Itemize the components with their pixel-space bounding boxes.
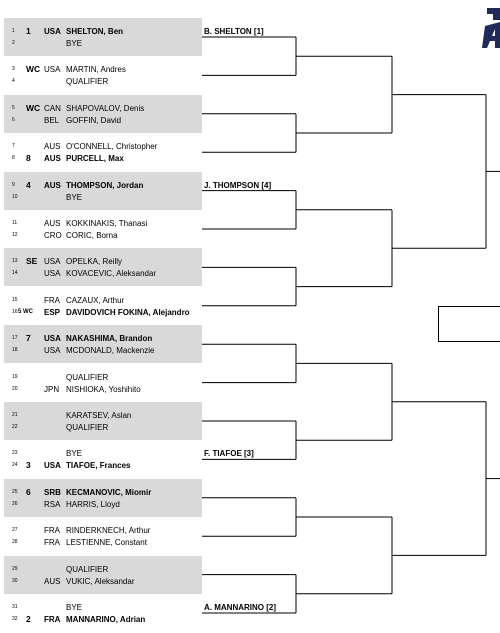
seed-label: 1 bbox=[26, 26, 31, 36]
player-name: RINDERKNECH, Arthur bbox=[66, 526, 151, 536]
player-name: HARRIS, Lloyd bbox=[66, 499, 120, 509]
country-code: BEL bbox=[44, 115, 60, 125]
player-name: CAZAUX, Arthur bbox=[66, 295, 125, 305]
draw-position: 25 bbox=[12, 488, 18, 495]
draw-position: 32 bbox=[12, 616, 18, 622]
player-name: NAKASHIMA, Brandon bbox=[66, 334, 153, 344]
player-name: KOVACEVIC, Aleksandar bbox=[66, 269, 157, 279]
player-row[interactable] bbox=[4, 421, 202, 434]
draw-position: 3 bbox=[12, 66, 15, 73]
draw-position: 5 bbox=[12, 104, 15, 111]
draw-position: 15 bbox=[12, 296, 18, 303]
player-name: KARATSEV, Aslan bbox=[66, 411, 132, 420]
player-name: DAVIDOVICH FOKINA, Alejandro bbox=[66, 307, 190, 317]
draw-position: 30 bbox=[12, 577, 18, 584]
player-name: CORIC, Borna bbox=[66, 231, 118, 240]
seed-label: 2 bbox=[26, 614, 31, 624]
draw-position: 31 bbox=[12, 604, 18, 610]
draw-position: 13 bbox=[12, 258, 18, 265]
country-code: JPN bbox=[44, 384, 60, 394]
draw-position: 17 bbox=[12, 335, 18, 342]
country-code: USA bbox=[44, 27, 61, 36]
advanced-player-label: J. THOMPSON [4] bbox=[204, 180, 272, 190]
player-name: MCDONALD, Mackenzie bbox=[66, 346, 155, 356]
player-row[interactable] bbox=[4, 498, 202, 511]
seed-label: 3 bbox=[26, 460, 31, 471]
draw-position: 6 bbox=[12, 116, 15, 123]
seed-label: 8 bbox=[26, 153, 31, 164]
draw-position: 22 bbox=[12, 424, 18, 430]
player-row[interactable] bbox=[4, 306, 202, 319]
player-name: MANNARINO, Adrian bbox=[66, 615, 146, 624]
player-row[interactable] bbox=[4, 37, 202, 50]
match-box bbox=[4, 95, 202, 133]
match-box bbox=[4, 210, 202, 248]
draw-position: 2 bbox=[12, 40, 15, 46]
seed-label: 5 WC bbox=[18, 308, 33, 315]
seed-label: SE bbox=[26, 256, 38, 267]
player-row[interactable] bbox=[4, 613, 202, 626]
player-name: GOFFIN, David bbox=[66, 115, 122, 125]
player-row[interactable] bbox=[4, 152, 202, 165]
match-box bbox=[4, 364, 202, 402]
tournament-logo-icon bbox=[481, 8, 500, 48]
draw-position: 19 bbox=[12, 373, 18, 380]
draw-position: 14 bbox=[12, 270, 18, 277]
player-row[interactable] bbox=[4, 344, 202, 357]
country-code: FRA bbox=[44, 615, 61, 624]
country-code: USA bbox=[44, 269, 61, 279]
draw-position: 18 bbox=[12, 347, 18, 354]
player-row[interactable] bbox=[4, 459, 202, 472]
country-code: AUS bbox=[44, 576, 61, 586]
player-name: QUALIFIER bbox=[66, 372, 109, 382]
player-name: QUALIFIER bbox=[66, 77, 109, 87]
country-code: AUS bbox=[44, 219, 61, 228]
draw-position: 29 bbox=[12, 565, 18, 572]
advanced-player-label: F. TIAFOE [3] bbox=[204, 449, 254, 459]
advanced-player-label: B. SHELTON [1] bbox=[204, 27, 264, 36]
draw-position: 27 bbox=[12, 527, 18, 534]
player-name: BYE bbox=[66, 449, 83, 459]
player-name: SHAPOVALOV, Denis bbox=[66, 103, 145, 113]
draw-position: 9 bbox=[12, 181, 15, 188]
country-code: USA bbox=[44, 334, 61, 344]
player-row[interactable] bbox=[4, 191, 202, 204]
country-code: USA bbox=[44, 461, 61, 471]
draw-position: 7 bbox=[12, 143, 15, 150]
draw-position: 28 bbox=[12, 539, 18, 546]
match-box bbox=[4, 440, 202, 478]
country-code: AUS bbox=[44, 180, 61, 190]
draw-position: 23 bbox=[12, 450, 18, 457]
draw-position: 12 bbox=[12, 232, 18, 238]
match-box bbox=[4, 517, 202, 555]
draw-position: 26 bbox=[12, 500, 18, 507]
seed-label: WC bbox=[26, 102, 41, 113]
player-name: KOKKINAKIS, Thanasi bbox=[66, 219, 148, 228]
advanced-player-label: A. MANNARINO [2] bbox=[204, 603, 276, 612]
draw-position: 4 bbox=[12, 78, 15, 85]
player-name: BYE bbox=[66, 39, 83, 48]
player-name: LESTIENNE, Constant bbox=[66, 538, 147, 548]
country-code: CAN bbox=[44, 103, 61, 113]
player-row[interactable] bbox=[4, 575, 202, 588]
seed-label: WC bbox=[26, 64, 41, 75]
match-box bbox=[4, 133, 202, 171]
player-name: QUALIFIER bbox=[66, 423, 109, 432]
draw-position: 1 bbox=[12, 28, 15, 34]
player-name: BYE bbox=[66, 192, 83, 202]
seed-label: 7 bbox=[26, 333, 31, 344]
draw-position: 10 bbox=[12, 193, 18, 200]
country-code: USA bbox=[44, 65, 61, 75]
match-box bbox=[4, 18, 202, 56]
player-name: OPELKA, Reilly bbox=[66, 257, 123, 267]
country-code: CRO bbox=[44, 231, 62, 240]
country-code: USA bbox=[44, 346, 61, 356]
player-row[interactable] bbox=[4, 229, 202, 242]
match-box bbox=[4, 248, 202, 286]
player-name: O'CONNELL, Christopher bbox=[66, 142, 158, 152]
player-name: QUALIFIER bbox=[66, 564, 109, 574]
player-name: TIAFOE, Frances bbox=[66, 461, 131, 471]
match-box bbox=[4, 479, 202, 517]
draw-position: 24 bbox=[12, 462, 18, 469]
country-code: FRA bbox=[44, 526, 60, 536]
match-box bbox=[4, 402, 202, 440]
match-box bbox=[4, 325, 202, 363]
draw-position: 21 bbox=[12, 412, 18, 418]
country-code: AUS bbox=[44, 154, 61, 164]
match-box bbox=[4, 594, 202, 632]
player-name: BYE bbox=[66, 603, 83, 612]
country-code: FRA bbox=[44, 538, 60, 548]
player-name: PURCELL, Max bbox=[66, 154, 124, 164]
player-name: THOMPSON, Jordan bbox=[66, 180, 144, 190]
country-code: FRA bbox=[44, 295, 60, 305]
match-box bbox=[4, 556, 202, 594]
country-code: RSA bbox=[44, 499, 61, 509]
player-name: SHELTON, Ben bbox=[66, 27, 124, 36]
draw-position: 8 bbox=[12, 155, 15, 162]
draw-position: 20 bbox=[12, 385, 18, 392]
seed-label: 6 bbox=[26, 486, 31, 497]
seed-label: 4 bbox=[26, 179, 31, 190]
draw-position: 16 bbox=[12, 308, 18, 315]
country-code: USA bbox=[44, 257, 61, 267]
player-name: NISHIOKA, Yoshihito bbox=[66, 384, 141, 394]
player-row[interactable] bbox=[4, 75, 202, 88]
country-code: SRB bbox=[44, 487, 61, 497]
player-row[interactable] bbox=[4, 383, 202, 396]
country-code: ESP bbox=[44, 307, 61, 317]
match-box bbox=[4, 287, 202, 325]
player-row[interactable] bbox=[4, 536, 202, 549]
player-name: VUKIC, Aleksandar bbox=[66, 576, 135, 586]
match-box bbox=[4, 56, 202, 94]
player-name: KECMANOVIC, Miomir bbox=[66, 487, 152, 497]
player-row[interactable] bbox=[4, 267, 202, 280]
player-name: MARTIN, Andres bbox=[66, 65, 126, 75]
match-box bbox=[4, 172, 202, 210]
country-code: AUS bbox=[44, 142, 61, 152]
final-match-box bbox=[438, 306, 500, 342]
draw-position: 11 bbox=[12, 220, 18, 226]
player-row[interactable] bbox=[4, 114, 202, 127]
